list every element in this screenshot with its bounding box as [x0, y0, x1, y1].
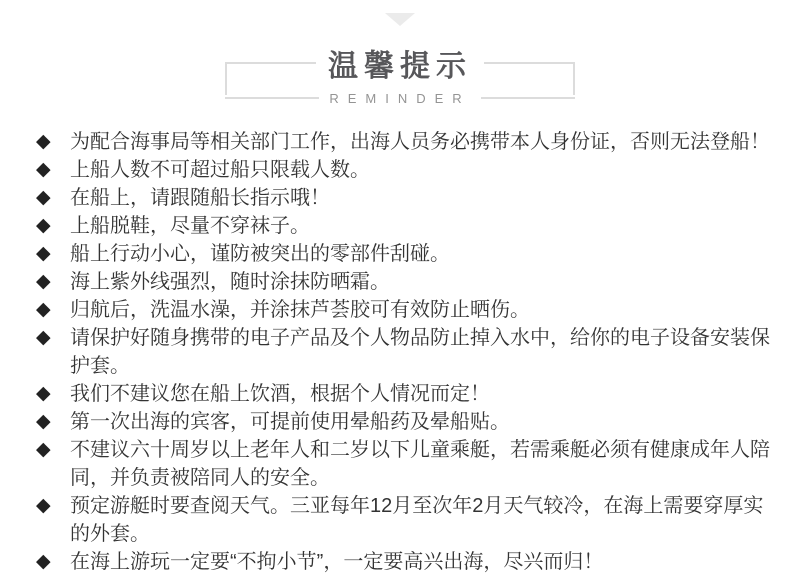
title-block — [225, 44, 575, 106]
notice-item — [36, 380, 772, 408]
notice-text: 船上行动小心，谨防被突出的零部件刮碰。 — [70, 243, 450, 265]
diamond-bullet-icon: ◆ — [36, 131, 51, 152]
notice-text: 在海上游玩一定要“不拘小节”，一定要高兴出海，尽兴而归！ — [70, 551, 604, 573]
page-title: 温馨提示 — [328, 50, 472, 83]
notice-item — [36, 324, 772, 380]
notice-item — [36, 212, 772, 240]
notice-text: 第一次出海的宾客，可提前使用晕船药及晕船贴。 — [70, 411, 510, 433]
notice-item — [36, 548, 772, 576]
page-subtitle: REMINDER — [329, 90, 471, 106]
bracket-line-left — [225, 63, 227, 95]
diamond-bullet-icon: ◆ — [36, 243, 51, 264]
notice-text: 请保护好随身携带的电子产品及个人物品防止掉入水中，给你的电子设备安装保护套。 — [70, 327, 770, 377]
subtitle-line-right — [481, 97, 575, 99]
title-line-left — [225, 62, 316, 64]
diamond-bullet-icon: ◆ — [36, 299, 51, 320]
notice-item — [36, 408, 772, 436]
notice-item — [36, 492, 772, 548]
down-triangle-icon — [385, 13, 415, 26]
notice-text: 为配合海事局等相关部门工作，出海人员务必携带本人身份证，否则无法登船！ — [70, 131, 770, 153]
diamond-bullet-icon: ◆ — [36, 159, 51, 180]
diamond-bullet-icon: ◆ — [36, 187, 51, 208]
notice-list — [36, 128, 772, 576]
title-line-right — [484, 62, 575, 64]
diamond-bullet-icon: ◆ — [36, 327, 51, 348]
notice-text: 上船脱鞋，尽量不穿袜子。 — [70, 215, 310, 237]
notice-text: 归航后，洗温水澡，并涂抹芦荟胶可有效防止晒伤。 — [70, 299, 530, 321]
diamond-bullet-icon: ◆ — [36, 495, 51, 516]
notice-item — [36, 296, 772, 324]
notice-item — [36, 184, 772, 212]
notice-text: 海上紫外线强烈，随时涂抹防晒霜。 — [70, 271, 390, 293]
diamond-bullet-icon: ◆ — [36, 551, 51, 572]
notice-item — [36, 156, 772, 184]
diamond-bullet-icon: ◆ — [36, 439, 51, 460]
notice-text: 预定游艇时要查阅天气。三亚每年12月至次年2月天气较冷，在海上需要穿厚实的外套。 — [70, 495, 764, 545]
notice-item — [36, 436, 772, 492]
notice-item — [36, 240, 772, 268]
notice-item — [36, 268, 772, 296]
notice-item — [36, 128, 772, 156]
diamond-bullet-icon: ◆ — [36, 383, 51, 404]
notice-text: 上船人数不可超过船只限载人数。 — [70, 159, 370, 181]
diamond-bullet-icon: ◆ — [36, 215, 51, 236]
diamond-bullet-icon: ◆ — [36, 271, 51, 292]
notice-text: 在船上，请跟随船长指示哦！ — [70, 187, 330, 209]
reminder-header — [0, 0, 800, 106]
diamond-bullet-icon: ◆ — [36, 411, 51, 432]
subtitle-line-left — [225, 97, 319, 99]
notice-text: 不建议六十周岁以上老年人和二岁以下儿童乘艇，若需乘艇必须有健康成年人陪同，并负责被陪同人的安全。 — [70, 439, 770, 489]
notice-text: 我们不建议您在船上饮酒，根据个人情况而定！ — [70, 383, 490, 405]
bracket-line-right — [573, 63, 575, 95]
